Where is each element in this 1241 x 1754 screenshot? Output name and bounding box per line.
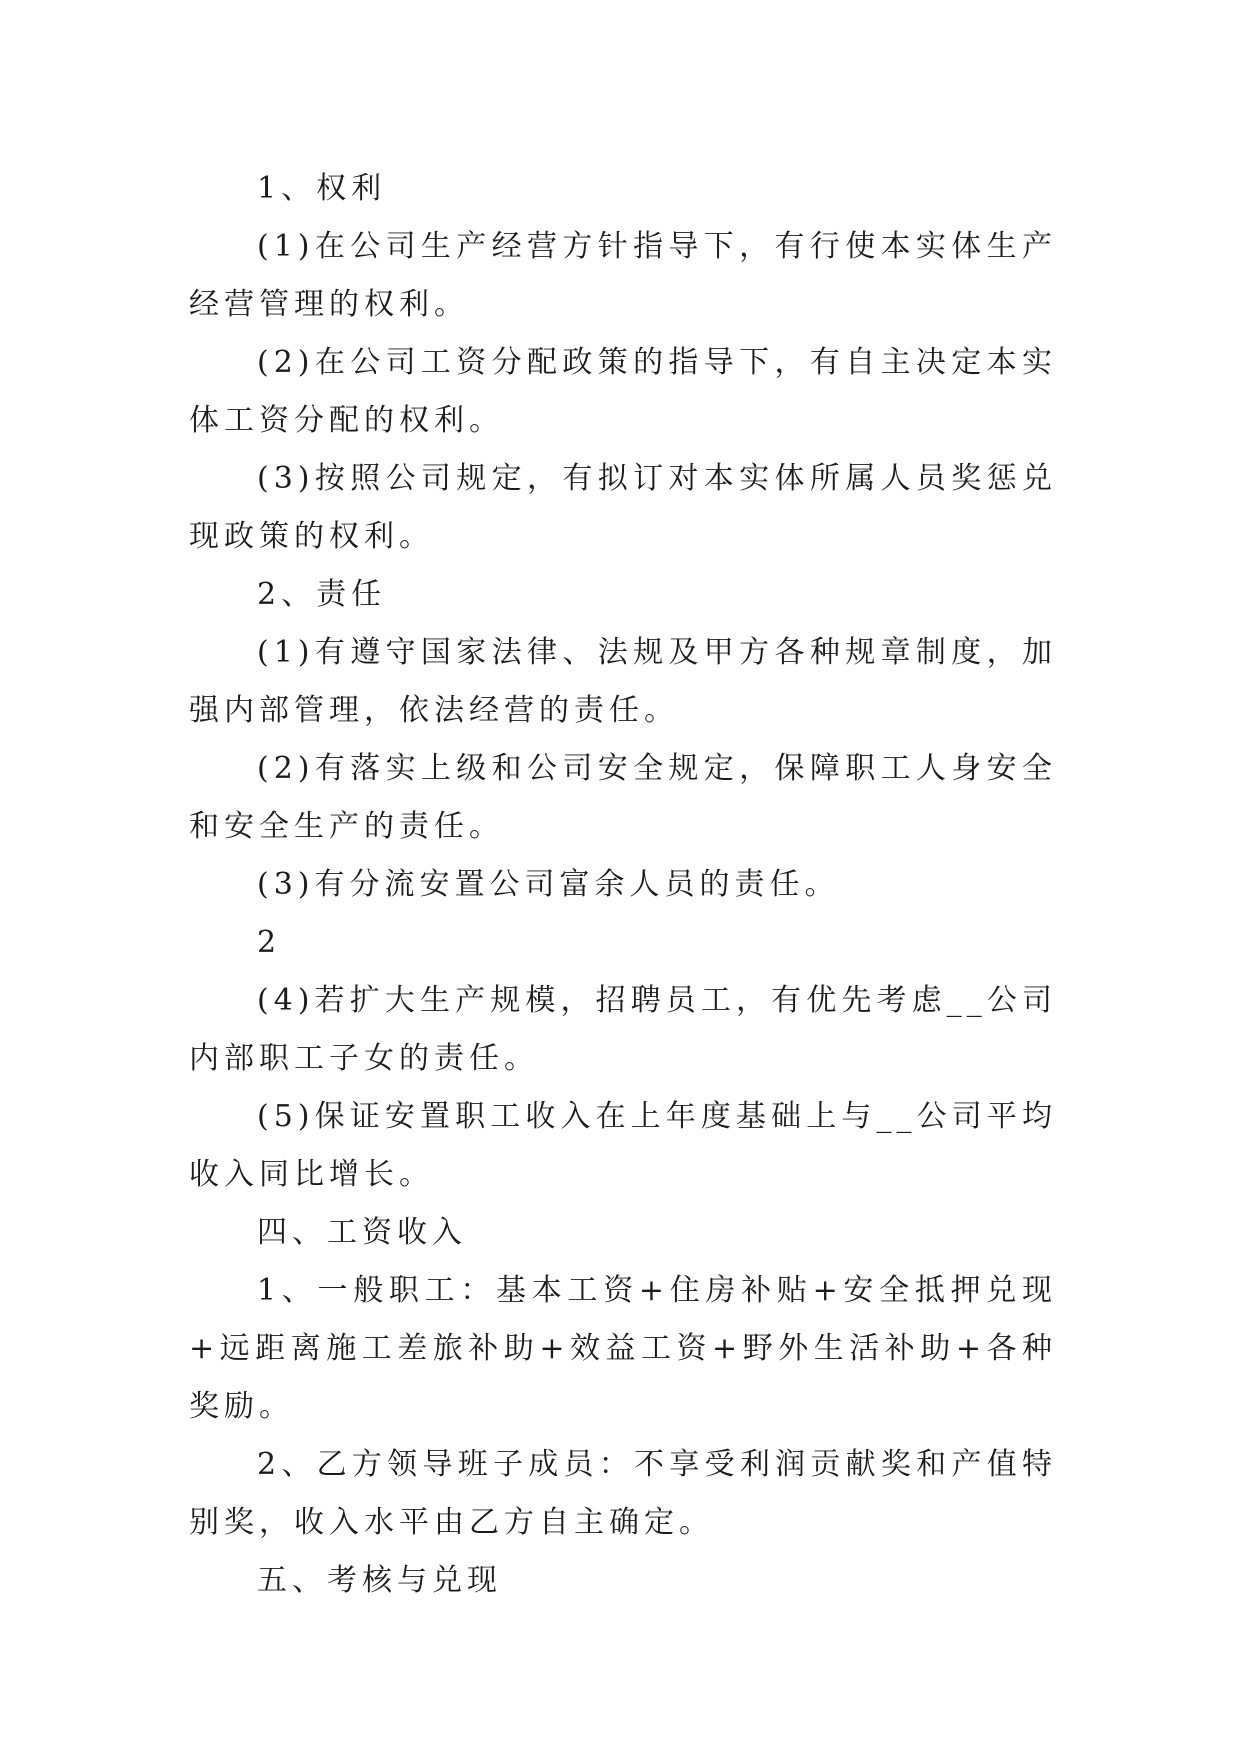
paragraph-responsibility-3: (3)有分流安置公司富余人员的责任。 [257, 867, 840, 902]
document-body [189, 160, 1057, 1610]
paragraph-responsibility-1: (1)有遵守国家法律、法规及甲方各种规章制度，加强内部管理，依法经营的责任。 [189, 635, 1057, 728]
section-heading-responsibilities: 2、责任 [257, 577, 387, 612]
section-heading-rights: 1、权利 [257, 171, 387, 206]
paragraph-responsibility-2: (2)有落实上级和公司安全规定，保障职工人身安全和安全生产的责任。 [189, 751, 1057, 844]
section-heading-wage-income: 四、工资收入 [257, 1215, 467, 1250]
paragraph-wage-2: 2、乙方领导班子成员：不享受利润贡献奖和产值特别奖，收入水平由乙方自主确定。 [189, 1447, 1057, 1540]
paragraph-rights-3: (3)按照公司规定，有拟订对本实体所属人员奖惩兑现政策的权利。 [189, 461, 1057, 554]
section-heading-assessment: 五、考核与兑现 [257, 1563, 502, 1598]
page-number: 2 [257, 925, 282, 960]
paragraph-responsibility-4: (4)若扩大生产规模，招聘员工，有优先考虑__公司内部职工子女的责任。 [189, 983, 1057, 1076]
paragraph-rights-2: (2)在公司工资分配政策的指导下，有自主决定本实体工资分配的权利。 [189, 345, 1057, 438]
paragraph-responsibility-5: (5)保证安置职工收入在上年度基础上与__公司平均收入同比增长。 [189, 1099, 1057, 1192]
paragraph-rights-1: (1)在公司生产经营方针指导下，有行使本实体生产经营管理的权利。 [189, 229, 1057, 322]
paragraph-wage-1: 1、一般职工：基本工资+住房补贴+安全抵押兑现+远距离施工差旅补助+效益工资+野外生活补助+各种奖励。 [189, 1273, 1057, 1424]
